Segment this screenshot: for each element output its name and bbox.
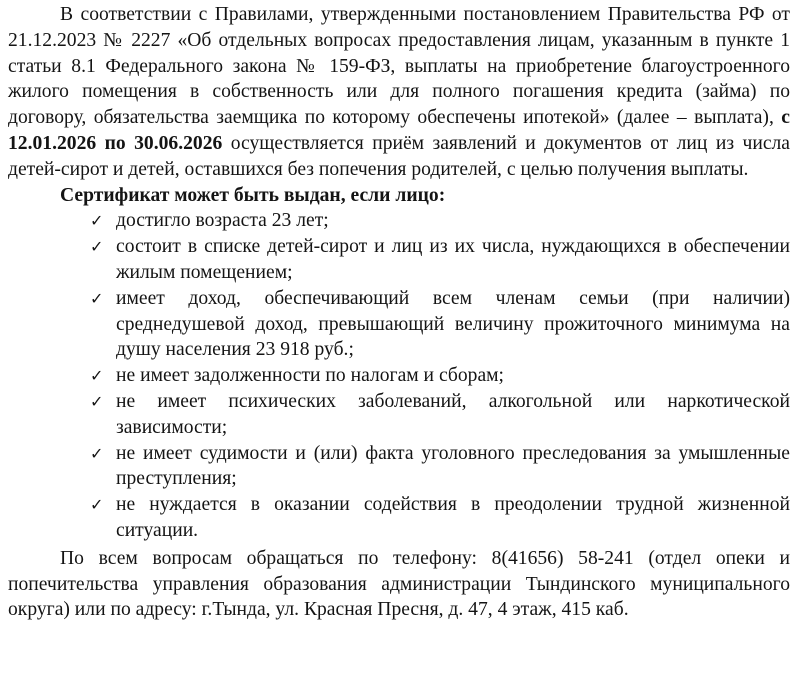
checkmark-icon: ✓ <box>90 288 104 308</box>
list-item-text: состоит в списке детей-сирот и лиц из их числа, нуждающихся в обеспечении жилым помещением; <box>116 236 790 283</box>
checkmark-icon: ✓ <box>90 237 104 257</box>
list-item <box>8 389 790 441</box>
intro-period: с 12.01.2026 по 30.06.2026 <box>8 107 790 154</box>
checkmark-icon: ✓ <box>90 366 104 386</box>
intro-paragraph <box>8 2 790 183</box>
list-item-text: имеет доход, обеспечивающий всем членам семьи (при наличии) среднедушевой доход, превышающий величину прожиточного минимума на душу населения 23 918 руб.; <box>116 287 790 361</box>
list-item-text: не нуждается в оказании содействия в преодолении трудной жизненной ситуации. <box>116 494 790 541</box>
intro-text-end: осуществляется приём заявлений и документов от лиц из числа детей-сирот и детей, оставшихся без попечения родителей, с целью получения выплаты. <box>8 132 790 180</box>
checkmark-icon: ✓ <box>90 391 104 411</box>
list-item-text: не имеет задолженности по налогам и сборам; <box>116 365 504 387</box>
list-item-text: достигло возраста 23 лет; <box>116 210 329 232</box>
contact-paragraph: По всем вопросам обращаться по телефону: 8(41656) 58-241 (отдел опеки и попечительства управления образования администрации Тындинского муниципального округа) или по адресу: г.Тында, ул. Красная Пресня, д. 47, 4 этаж, 415 каб. <box>8 547 790 621</box>
list-item <box>8 363 790 389</box>
list-item <box>8 234 790 286</box>
checkmark-icon: ✓ <box>90 211 104 231</box>
list-item <box>8 208 790 234</box>
list-item-text: не имеет судимости и (или) факта уголовного преследования за умышленные преступления; <box>116 442 790 490</box>
conditions-heading: Сертификат может быть выдан, если лицо: <box>60 184 446 206</box>
list-item <box>8 441 790 493</box>
checkmark-icon: ✓ <box>90 443 104 463</box>
checkmark-icon: ✓ <box>90 495 104 515</box>
conditions-list <box>8 208 790 543</box>
list-item <box>8 492 790 544</box>
list-item <box>8 286 790 363</box>
intro-text: В соответствии с Правилами, утвержденными постановлением Правительства РФ от 21.12.2023 № 2227 «Об отдельных вопросах предоставления лицам, указанным в пункте 1 статьи 8.1 Федерального закона № 159-ФЗ, выплаты на приобретение благоустроенного жилого помещения в собственность или для полного погашения кредита (займа) по договору, обязательства заемщика по которому обеспечены ипотекой» (далее – выплата), <box>8 4 790 129</box>
list-item-text: не имеет психических заболеваний, алкогольной или наркотической зависимости; <box>116 390 790 438</box>
